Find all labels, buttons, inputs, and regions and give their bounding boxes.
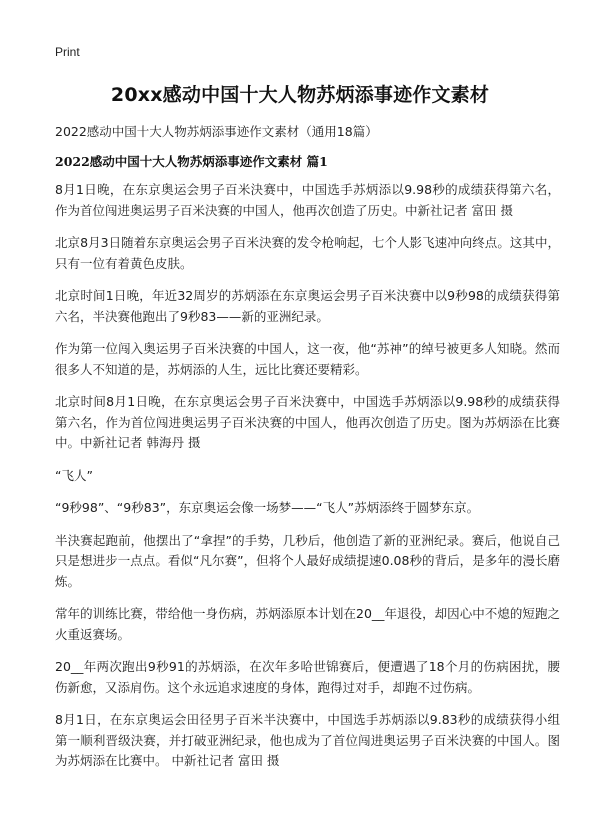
- paragraph: 常年的训练比赛，带给他一身伤病，苏炳添原本计划在20__年退役，却因心中不熄的短跑之火重返赛场。: [55, 606, 560, 642]
- page-title: 20xx感动中国十大人物苏炳添事迹作文素材: [110, 84, 490, 106]
- paragraph: 20__年两次跑出9秒91的苏炳添，在次年多哈世锦赛后，便遭遇了18个月的伤病困扰，腰伤新愈，又添肩伤。这个永远追求速度的身体，跑得过对手，却跑不过伤病。: [55, 659, 560, 695]
- paragraph: 北京时间1日晚，年近32周岁的苏炳添在东京奥运会男子百米決赛中以9秒98的成绩获得第六名，半決赛他跑出了9秒83——新的亚洲纪录。: [55, 288, 560, 324]
- paragraph: “飞人”: [55, 467, 93, 483]
- paragraph: 北京8月3日随着东京奥运会男子百米決赛的发令枪响起，七个人影飞速冲向终点。这其中，只有一位有着黄色皮肤。: [55, 235, 560, 271]
- paragraph: 北京时间8月1日晚，在东京奥运会男子百米決赛中，中国选手苏炳添以9.98秒的成绩获得第六名，作为首位闯进奥运男子百米決赛的中国人，他再次创造了历史。图为苏炳添在比赛中。中新社记者 韩海丹 摄: [55, 394, 560, 450]
- paragraph: “9秒98”、“9秒83”，东京奥运会像一场梦——“飞人”苏炳添终于圆梦东京。: [55, 500, 480, 515]
- paragraph: 8月1日，在东京奥运会田径男子百米半決赛中，中国选手苏炳添以9.83秒的成绩获得小组第一顺利晋级決赛，并打破亚洲纪录，他也成为了首位闯进奥运男子百米決赛的中国人。图为苏炳添在比赛中。 中新社记者 富田 摄: [55, 712, 560, 768]
- document-subtitle: 2022感动中国十大人物苏炳添事迹作文素材（通用18篇）: [55, 124, 378, 139]
- paragraph: 半決赛起跑前，他摆出了“拿捏”的手势，几秒后，他创造了新的亚洲纪录。赛后，他说自己只是想进步一点点。看似“凡尔赛”，但将个人最好成绩提速0.08秒的背后，是多年的漫长磨炼。: [55, 532, 560, 589]
- section-heading: 2022感动中国十大人物苏炳添事迹作文素材 篇1: [55, 154, 328, 169]
- article-body: [55, 180, 560, 784]
- print-label[interactable]: Print: [55, 45, 80, 59]
- paragraph: 8月1日晚，在东京奥运会男子百米決赛中，中国选手苏炳添以9.98秒的成绩获得第六名，作为首位闯进奥运男子百米決赛的中国人，他再次创造了历史。中新社记者 富田 摄: [55, 182, 560, 218]
- paragraph: 作为第一位闯入奥运男子百米決赛的中国人，这一夜，他“苏神”的绰号被更多人知晓。然而很多人不知道的是，苏炳添的人生，远比比赛还要精彩。: [55, 341, 560, 377]
